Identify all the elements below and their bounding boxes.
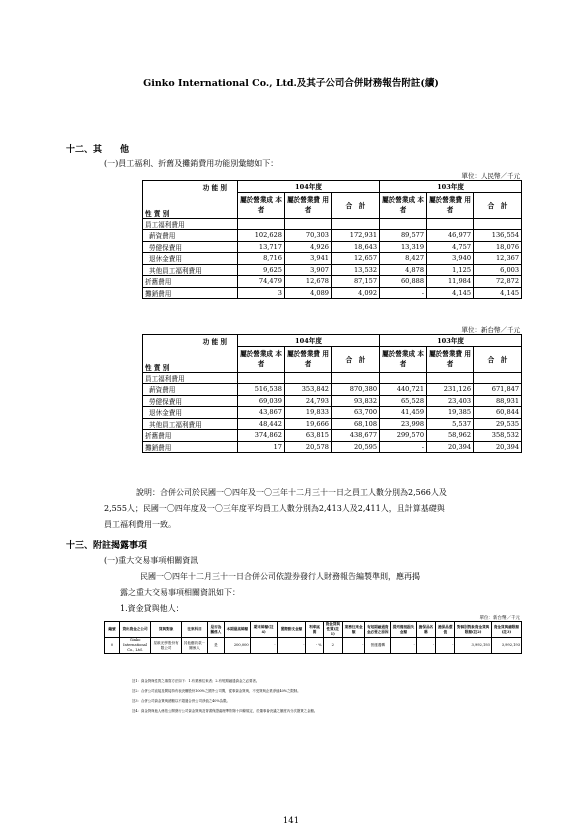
loan-header-cell: 往來科目 bbox=[182, 622, 208, 638]
table-cell: 18,076 bbox=[474, 241, 522, 253]
unit-label-1: 單位：人民幣／千元 bbox=[461, 172, 520, 180]
header-expense: 屬於營業費 用 者 bbox=[427, 346, 474, 372]
loan-header-cell: 期末餘額(註4) bbox=[250, 622, 277, 638]
table-row bbox=[143, 276, 522, 288]
table-cell: 41,459 bbox=[380, 407, 427, 419]
loan-header-cell: 擔保品名稱 bbox=[416, 622, 435, 638]
loan-header-cell: 資金貸與總限額(註3) bbox=[491, 622, 521, 638]
table-cell: 89,577 bbox=[380, 230, 427, 242]
loan-header-cell: 提列備抵損失金額 bbox=[391, 622, 417, 638]
header-cost: 屬於營業成 本 者 bbox=[380, 192, 427, 218]
table-row bbox=[143, 441, 522, 453]
table-cell: 172,931 bbox=[332, 230, 380, 242]
row-label: 員工福利費用 bbox=[143, 218, 238, 230]
header-nature: 性 質 別 bbox=[143, 346, 238, 372]
table-cell: 4,089 bbox=[285, 287, 332, 299]
table-cell bbox=[238, 218, 285, 230]
loan-header-cell: 貸出資金之公司 bbox=[120, 622, 151, 638]
table-cell: - bbox=[380, 441, 427, 453]
table-cell: 19,385 bbox=[427, 407, 474, 419]
table-cell: 20,394 bbox=[474, 441, 522, 453]
table-cell: 4,145 bbox=[474, 287, 522, 299]
header-total: 合 計 bbox=[332, 192, 380, 218]
loan-header-cell: 編號 bbox=[105, 622, 120, 638]
loan-note-3: 註3：合併公司資金貸與總額以不超過合併公司淨值之40%為限。 bbox=[132, 699, 230, 703]
loan-cell: - bbox=[277, 638, 306, 654]
section-13-heading: 十三、附註揭露事項 bbox=[66, 541, 148, 551]
table-row bbox=[143, 218, 522, 230]
table-row bbox=[143, 287, 522, 299]
table-cell: 8,716 bbox=[238, 253, 285, 265]
loan-cell: 3,992,193 bbox=[491, 638, 521, 654]
table-cell: 299,570 bbox=[380, 430, 427, 442]
loan-item-title: 1.資金貸與他人： bbox=[120, 604, 184, 613]
table-cell bbox=[332, 218, 380, 230]
table-cell: 23,998 bbox=[380, 418, 427, 430]
table-cell bbox=[380, 372, 427, 384]
header-nature: 性 質 別 bbox=[143, 192, 238, 218]
table-cell bbox=[285, 218, 332, 230]
row-label: 攤銷費用 bbox=[143, 287, 238, 299]
table-cell: 870,380 bbox=[332, 384, 380, 396]
table-cell: 93,832 bbox=[332, 395, 380, 407]
table-cell: 4,926 bbox=[285, 241, 332, 253]
table-row bbox=[143, 264, 522, 276]
table-cell: 72,872 bbox=[474, 276, 522, 288]
table-cell: 19,833 bbox=[285, 407, 332, 419]
table-row bbox=[143, 430, 522, 442]
loan-cell: - bbox=[250, 638, 277, 654]
header-expense: 屬於營業費 用 者 bbox=[285, 192, 332, 218]
table-cell: 671,847 bbox=[474, 384, 522, 396]
table-cell: 4,145 bbox=[427, 287, 474, 299]
expense-table-twd bbox=[142, 334, 522, 453]
table-cell: 102,628 bbox=[238, 230, 285, 242]
section-13-paragraph-line-1: 民國一〇四年十二月三十一日合併公司依證券發行人財務報告編製準則，應再揭 bbox=[140, 572, 420, 581]
table-cell: 43,867 bbox=[238, 407, 285, 419]
loan-header-cell: 對個別對象資金貸與限額(註2) bbox=[455, 622, 491, 638]
table-cell: 12,657 bbox=[332, 253, 380, 265]
table-cell: 4,092 bbox=[332, 287, 380, 299]
header-total: 合 計 bbox=[474, 192, 522, 218]
table-cell: 65,528 bbox=[380, 395, 427, 407]
loan-cell: 200,000 bbox=[225, 638, 251, 654]
loan-cell: 星歐光學股份有限公司 bbox=[151, 638, 182, 654]
table-cell: 13,717 bbox=[238, 241, 285, 253]
loan-table bbox=[104, 621, 522, 654]
table-cell: 9,625 bbox=[238, 264, 285, 276]
table-cell: 4,757 bbox=[427, 241, 474, 253]
row-label: 其他員工福利費用 bbox=[143, 418, 238, 430]
table-cell: 3 bbox=[238, 287, 285, 299]
loan-note-1: 註1：資金貸與性質之填寫方法如下：1.有業務往來者；2.有短期融通資金之必要者。 bbox=[132, 679, 260, 683]
table-cell: - bbox=[380, 287, 427, 299]
loan-header-cell: 業務往來金額 bbox=[342, 622, 365, 638]
table-cell bbox=[427, 218, 474, 230]
table-cell bbox=[332, 372, 380, 384]
row-label: 折舊費用 bbox=[143, 430, 238, 442]
table-cell: 20,394 bbox=[427, 441, 474, 453]
loan-cell: - bbox=[416, 638, 435, 654]
row-label: 薪資費用 bbox=[143, 230, 238, 242]
table-cell: 12,367 bbox=[474, 253, 522, 265]
header-year-104: 104年度 bbox=[238, 335, 380, 347]
unit-label-2: 單位：新台幣／千元 bbox=[461, 326, 520, 334]
table-cell: 6,003 bbox=[474, 264, 522, 276]
page-title: Ginko International Co., Ltd.及其子公司合併財務報告附註(續) bbox=[143, 78, 439, 89]
table-cell: 3,941 bbox=[285, 253, 332, 265]
loan-cell: 是 bbox=[207, 638, 224, 654]
table-cell bbox=[238, 372, 285, 384]
loan-header-cell: 資金貸與性質(註1) bbox=[323, 622, 342, 638]
loan-header-cell: 貸與對象 bbox=[151, 622, 182, 638]
row-label: 勞健保費用 bbox=[143, 395, 238, 407]
loan-cell: - bbox=[342, 638, 365, 654]
table-cell: 18,643 bbox=[332, 241, 380, 253]
header-cost: 屬於營業成 本 者 bbox=[238, 192, 285, 218]
loan-cell: 0 bbox=[105, 638, 120, 654]
loan-header-cell: 實際動支金額 bbox=[277, 622, 306, 638]
table-cell: 516,538 bbox=[238, 384, 285, 396]
table-cell: 60,844 bbox=[474, 407, 522, 419]
loan-cell: 其他應收款－關係人 bbox=[182, 638, 208, 654]
loan-header-cell: 有短期融通資金必要之原因 bbox=[365, 622, 391, 638]
table-row bbox=[143, 253, 522, 265]
table-cell: 87,157 bbox=[332, 276, 380, 288]
table-cell: 3,940 bbox=[427, 253, 474, 265]
loan-cell: - bbox=[436, 638, 455, 654]
row-label: 折舊費用 bbox=[143, 276, 238, 288]
header-function: 功 能 別 bbox=[143, 335, 238, 347]
table-cell: 353,842 bbox=[285, 384, 332, 396]
table-row bbox=[143, 395, 522, 407]
table-cell: 1,125 bbox=[427, 264, 474, 276]
header-expense: 屬於營業費 用 者 bbox=[285, 346, 332, 372]
table-cell: 70,303 bbox=[285, 230, 332, 242]
table-cell: 74,479 bbox=[238, 276, 285, 288]
table-cell: 13,319 bbox=[380, 241, 427, 253]
table-cell: 24,793 bbox=[285, 395, 332, 407]
header-expense: 屬於營業費 用 者 bbox=[427, 192, 474, 218]
table-cell: 13,532 bbox=[332, 264, 380, 276]
loan-header-cell: 擔保品價值 bbox=[436, 622, 455, 638]
loan-header-cell: 本期最高餘額 bbox=[225, 622, 251, 638]
header-total: 合 計 bbox=[332, 346, 380, 372]
table-cell: 20,595 bbox=[332, 441, 380, 453]
section-12-subheading: (一)員工福利、折舊及攤銷費用功能別彙總如下： bbox=[104, 159, 279, 168]
loan-header-cell: 是否為關係人 bbox=[207, 622, 224, 638]
table-cell: 5,537 bbox=[427, 418, 474, 430]
header-year-104: 104年度 bbox=[238, 181, 380, 193]
loan-cell: 3,992,193 bbox=[455, 638, 491, 654]
table-row bbox=[143, 384, 522, 396]
loan-note-4: 註4：資金貸與他人係依公開發行公司資金貸與及背書保證處理準則第十四條規定，於董事會決議之額度內分次撥貸之金額。 bbox=[132, 709, 318, 713]
section-13-subheading: (一)重大交易事項相關資訊 bbox=[104, 556, 199, 565]
header-function: 功 能 別 bbox=[143, 181, 238, 193]
table-cell bbox=[380, 218, 427, 230]
loan-header-cell: 利率區間 bbox=[306, 622, 323, 638]
table-cell: 58,962 bbox=[427, 430, 474, 442]
note-line-1: 說明：合併公司於民國一〇四年及一〇三年十二月三十一日之員工人數分別為2,566人及 bbox=[136, 488, 447, 497]
table-cell: 20,578 bbox=[285, 441, 332, 453]
loan-note-2: 註2：合併公司直接及間接持有表決權股份100%之國外公司間，從事資金貸與，不受貸與企業淨值40%之限制。 bbox=[132, 689, 301, 693]
table-cell: 8,427 bbox=[380, 253, 427, 265]
table-cell bbox=[285, 372, 332, 384]
row-label: 員工福利費用 bbox=[143, 372, 238, 384]
table-cell: 69,039 bbox=[238, 395, 285, 407]
loan-cell: 營運週轉 bbox=[365, 638, 391, 654]
table-cell: 19,666 bbox=[285, 418, 332, 430]
table-cell: 60,888 bbox=[380, 276, 427, 288]
section-13-paragraph-line-2: 露之重大交易事項相關資訊如下： bbox=[120, 588, 240, 597]
table-cell: 438,677 bbox=[332, 430, 380, 442]
table-cell: 48,442 bbox=[238, 418, 285, 430]
table-cell: 46,977 bbox=[427, 230, 474, 242]
page-number: 141 bbox=[282, 816, 300, 826]
expense-table-rmb bbox=[142, 180, 522, 299]
header-total: 合 計 bbox=[474, 346, 522, 372]
table-row bbox=[143, 230, 522, 242]
loan-cell: 2 bbox=[323, 638, 342, 654]
table-cell: 231,126 bbox=[427, 384, 474, 396]
table-cell: 3,907 bbox=[285, 264, 332, 276]
table-cell: 23,403 bbox=[427, 395, 474, 407]
row-label: 退休金費用 bbox=[143, 407, 238, 419]
table-cell: 17 bbox=[238, 441, 285, 453]
loan-unit-label: 單位：新台幣／千元 bbox=[479, 616, 520, 621]
table-cell: 11,984 bbox=[427, 276, 474, 288]
row-label: 其他員工福利費用 bbox=[143, 264, 238, 276]
table-cell bbox=[474, 218, 522, 230]
note-line-3: 員工福利費用一致。 bbox=[104, 520, 176, 529]
table-cell: 440,721 bbox=[380, 384, 427, 396]
header-cost: 屬於營業成 本 者 bbox=[238, 346, 285, 372]
table-cell bbox=[474, 372, 522, 384]
table-row bbox=[143, 241, 522, 253]
row-label: 薪資費用 bbox=[143, 384, 238, 396]
table-row bbox=[143, 407, 522, 419]
table-cell: 374,862 bbox=[238, 430, 285, 442]
loan-cell: - bbox=[391, 638, 417, 654]
loan-cell: - % bbox=[306, 638, 323, 654]
section-12-heading: 十二、其 他 bbox=[66, 145, 130, 155]
table-cell: 88,931 bbox=[474, 395, 522, 407]
loan-cell: Ginko International Co., Ltd. bbox=[120, 638, 151, 654]
table-cell: 63,700 bbox=[332, 407, 380, 419]
row-label: 攤銷費用 bbox=[143, 441, 238, 453]
table-cell: 4,878 bbox=[380, 264, 427, 276]
table-cell: 68,108 bbox=[332, 418, 380, 430]
header-cost: 屬於營業成 本 者 bbox=[380, 346, 427, 372]
row-label: 退休金費用 bbox=[143, 253, 238, 265]
table-cell: 358,532 bbox=[474, 430, 522, 442]
table-cell: 136,554 bbox=[474, 230, 522, 242]
table-row bbox=[143, 418, 522, 430]
header-year-103: 103年度 bbox=[380, 335, 522, 347]
header-year-103: 103年度 bbox=[380, 181, 522, 193]
table-cell: 63,815 bbox=[285, 430, 332, 442]
table-cell: 29,535 bbox=[474, 418, 522, 430]
row-label: 勞健保費用 bbox=[143, 241, 238, 253]
table-cell bbox=[427, 372, 474, 384]
table-cell: 12,678 bbox=[285, 276, 332, 288]
note-line-2: 2,555人；民國一〇四年度及一〇三年度平均員工人數分別為2,413人及2,411人，且計算基礎與 bbox=[104, 504, 445, 513]
table-row bbox=[143, 372, 522, 384]
